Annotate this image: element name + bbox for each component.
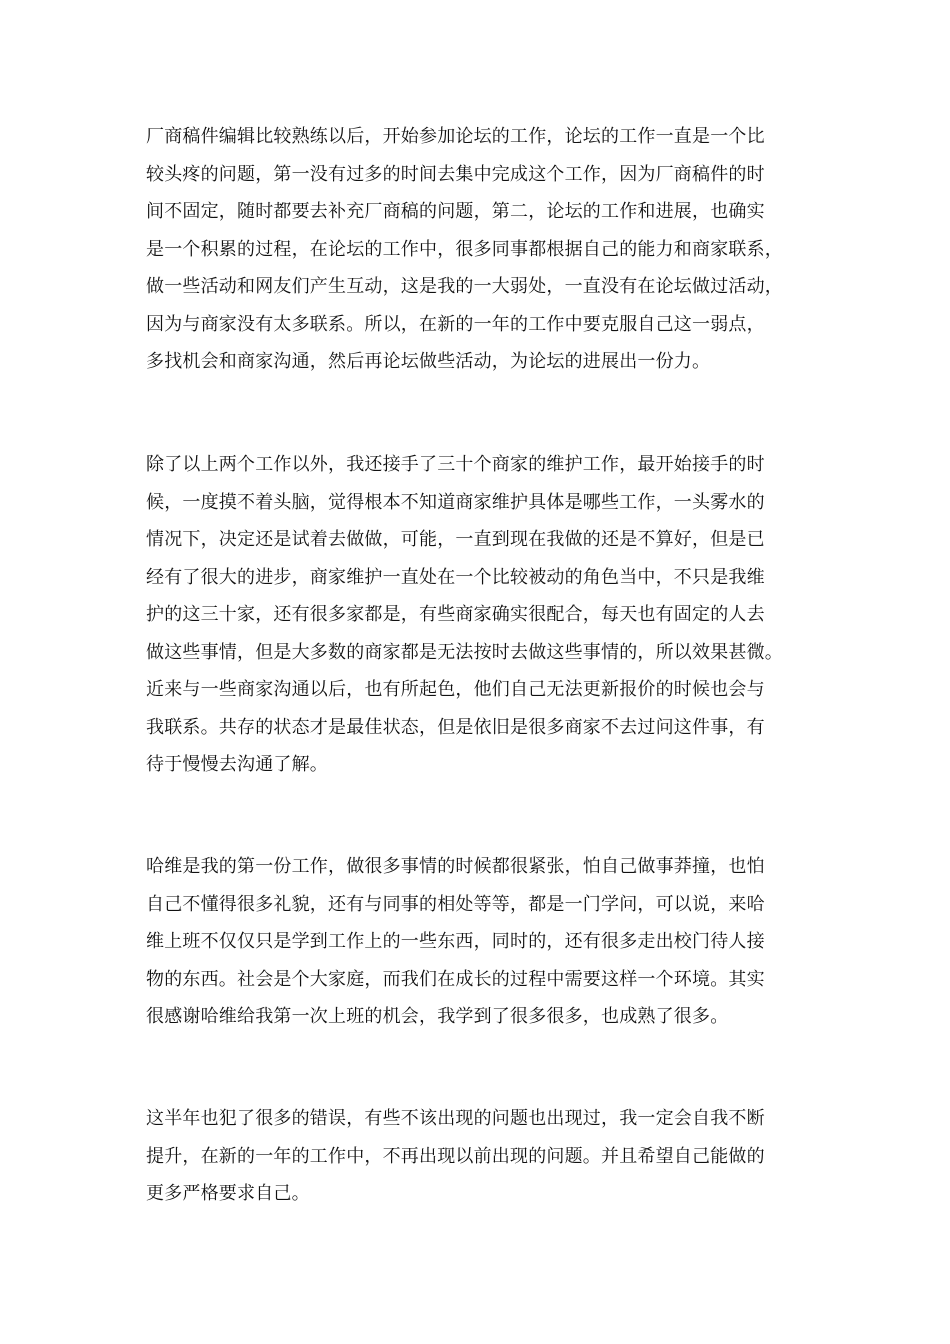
paragraph-improvement [146, 1100, 810, 1213]
paragraph-line: 情况下，决定还是试着去做做，可能，一直到现在我做的还是不算好，但是已 [146, 529, 765, 550]
paragraph-line: 这半年也犯了很多的错误，有些不该出现的问题也出现过，我一定会自我不断 [146, 1108, 765, 1129]
paragraph-line: 较头疼的问题，第一没有过多的时间去集中完成这个工作，因为厂商稿件的时 [146, 163, 765, 185]
paragraph-line: 做这些事情，但是大多数的商家都是无法按时去做这些事情的，所以效果甚微。 [146, 641, 783, 663]
paragraph-line: 是一个积累的过程，在论坛的工作中，很多同事都根据自己的能力和商家联系， [146, 238, 783, 260]
paragraph-line: 很感谢哈维给我第一次上班的机会，我学到了很多很多，也成熟了很多。 [146, 1006, 729, 1027]
paragraph-line: 更多严格要求自己。 [146, 1183, 310, 1204]
paragraph-line: 候，一度摸不着头脑，觉得根本不知道商家维护具体是哪些工作，一头雾水的 [146, 491, 765, 513]
paragraph-line: 护的这三十家，还有很多家都是，有些商家确实很配合，每天也有固定的人去 [146, 604, 765, 625]
paragraph-line: 间不固定，随时都要去补充厂商稿的问题，第二，论坛的工作和进展，也确实 [146, 201, 765, 222]
paragraph-first-job [146, 848, 810, 1036]
paragraph-line: 多找机会和商家沟通，然后再论坛做些活动，为论坛的进展出一份力。 [146, 351, 711, 372]
paragraph-line: 哈维是我的第一份工作，做很多事情的时候都很紧张，怕自己做事莽撞，也怕 [146, 856, 765, 877]
paragraph-merchant-maintenance [146, 446, 810, 784]
paragraph-line: 除了以上两个工作以外，我还接手了三十个商家的维护工作，最开始接手的时 [146, 454, 765, 475]
paragraph-line: 物的东西。社会是个大家庭，而我们在成长的过程中需要这样一个环境。其实 [146, 968, 765, 990]
paragraph-line: 因为与商家没有太多联系。所以，在新的一年的工作中要克服自己这一弱点， [146, 313, 765, 335]
paragraph-line: 维上班不仅仅只是学到工作上的一些东西，同时的，还有很多走出校门待人接 [146, 931, 765, 952]
paragraph-forum-work [146, 118, 810, 381]
paragraph-line: 待于慢慢去沟通了解。 [146, 754, 328, 775]
paragraph-line: 做一些活动和网友们产生互动，这是我的一大弱处，一直没有在论坛做过活动， [146, 276, 783, 297]
paragraph-line: 自己不懂得很多礼貌，还有与同事的相处等等，都是一门学问，可以说，来哈 [146, 893, 765, 915]
paragraph-line: 近来与一些商家沟通以后，也有所起色，他们自己无法更新报价的时候也会与 [146, 679, 765, 700]
paragraph-line: 提升，在新的一年的工作中，不再出现以前出现的问题。并且希望自己能做的 [146, 1145, 765, 1167]
paragraph-line: 厂商稿件编辑比较熟练以后，开始参加论坛的工作，论坛的工作一直是一个比 [146, 126, 765, 147]
paragraph-line: 经有了很大的进步，商家维护一直处在一个比较被动的角色当中，不只是我维 [146, 566, 765, 588]
paragraph-line: 我联系。共存的状态才是最佳状态，但是依旧是很多商家不去过问这件事，有 [146, 716, 765, 738]
